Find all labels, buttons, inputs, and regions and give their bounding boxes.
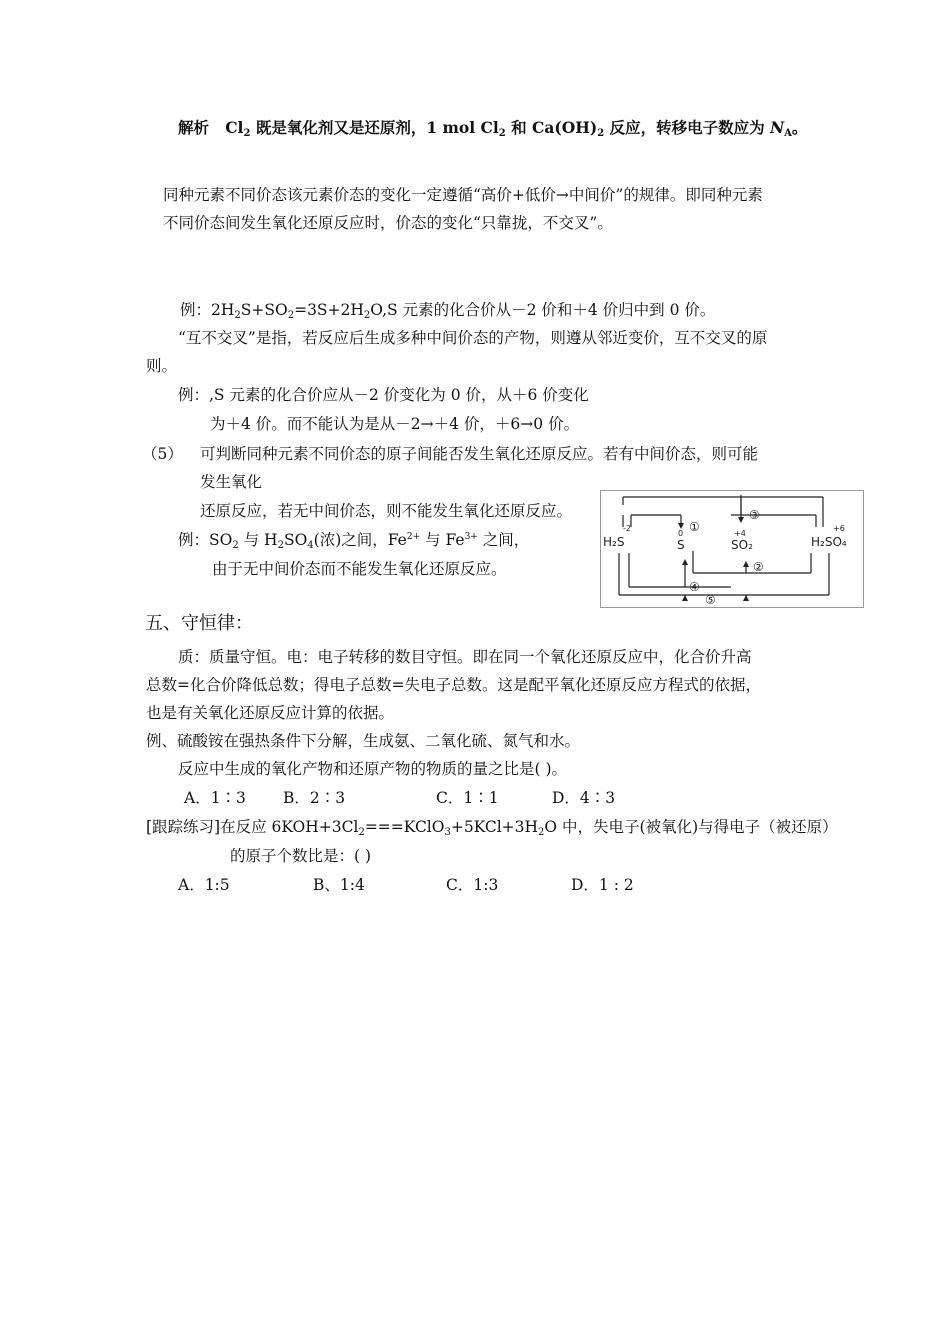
example-1: 例：$2H_2S+SO_2=3S+2H_2O,S$ 元素的化合价从－2 价和＋4 价归中到 0 价。 [180,301,716,321]
example-2-line-1: 例：,S 元素的化合价应从－2 价变化为 0 价，从＋6 价变化 [178,386,589,404]
path-4-marker: ④ [689,580,700,594]
rule-line-2: 不同价态间发生氧化还原反应时，价态的变化“只靠拢，不交叉”。 [163,214,613,232]
s-ox: 0 [678,529,684,538]
option-d: D．4∶3 [552,789,616,807]
item-5-line-2: 发生氧化 [200,473,263,491]
nocross-line-2: 则。 [146,357,178,375]
diagram-svg [601,491,863,607]
item-5-line-3: 还原反应，若无中间价态，则不能发生氧化还原反应。 [200,502,573,520]
analysis-line: 解析 $Cl_2$ 既是氧化剂又是还原剂，1 mol $Cl_2$ 和 $Ca(OH)_2$ 反应，转移电子数应为 $N_A$。 [178,118,808,139]
path-3-marker: ③ [749,508,760,522]
path-5-marker: ⑤ [705,593,716,607]
rule-line-1: 同种元素不同价态该元素价态的变化一定遵循“高价+低价→中间价”的规律。即同种元素 [163,186,763,204]
tracking-option-c: C．1:3 [446,876,499,894]
h2so4-label: H₂SO₄ [811,535,847,549]
question-1: 例、硫酸铵在强热条件下分解，生成氨、二氧化硫、氮气和水。 [146,732,581,750]
tracking-line-2: 的原子个数比是：( ) [230,847,372,865]
so2-ox: +4 [734,529,746,538]
section-5-title: 五、守恒律： [145,613,253,634]
question-2: 反应中生成的氧化产物和还原产物的物质的量之比是( )。 [178,760,568,778]
example-2-line-2: 为＋4 价。而不能认为是从－2→＋4 价，＋6→0 价。 [210,415,580,433]
section-5-p2: 总数=化合价降低总数；得电子总数=失电子总数。这是配平氧化还原反应方程式的依据， [146,676,761,694]
sulfur-valence-diagram [600,490,864,608]
option-c: C．1∶1 [436,789,499,807]
tracking-line-1: [跟踪练习]在反应 $6KOH+3Cl_2===KClO_3+5KCl+3H_2O$ 中，失电子(被氧化)与得电子（被还原） [146,818,838,838]
path-2-marker: ② [753,560,764,574]
analysis-label: 解析 [178,118,210,137]
tracking-option-b: B、1:4 [313,876,365,894]
item-5-line-1: 可判断同种元素不同价态的原子间能否发生氧化还原反应。若有中间价态，则可能 [200,445,759,463]
h2s-ox: -2 [623,524,631,533]
h2s-label: H₂S [603,535,625,549]
path-1-marker: ① [689,520,700,534]
so2-label: SO₂ [731,538,753,552]
item-5-line-5: 由于无中间价态而不能发生氧化还原反应。 [212,560,507,578]
tracking-option-a: A．1:5 [178,876,230,894]
option-b: B．2∶3 [283,789,346,807]
option-a: A．1∶3 [184,789,246,807]
nocross-line-1: “互不交叉”是指，若反应后生成多种中间价态的产物，则遵从邻近变价，互不交叉的原 [178,329,768,347]
tracking-option-d: D．1 : 2 [571,876,634,894]
s-label: S [677,538,685,552]
item-5-number: （5） [142,445,183,463]
item-5-example: 例：$SO_2$ 与 $H_2SO_4$(浓)之间，$Fe^{2+}$ 与 $Fe^{3+}$ 之间， [178,531,530,551]
h2so4-ox: +6 [833,524,845,533]
section-5-p3: 也是有关氧化还原反应计算的依据。 [146,704,395,722]
section-5-p1: 质：质量守恒。电：电子转移的数目守恒。即在同一个氧化还原反应中，化合价升高 [178,648,752,666]
